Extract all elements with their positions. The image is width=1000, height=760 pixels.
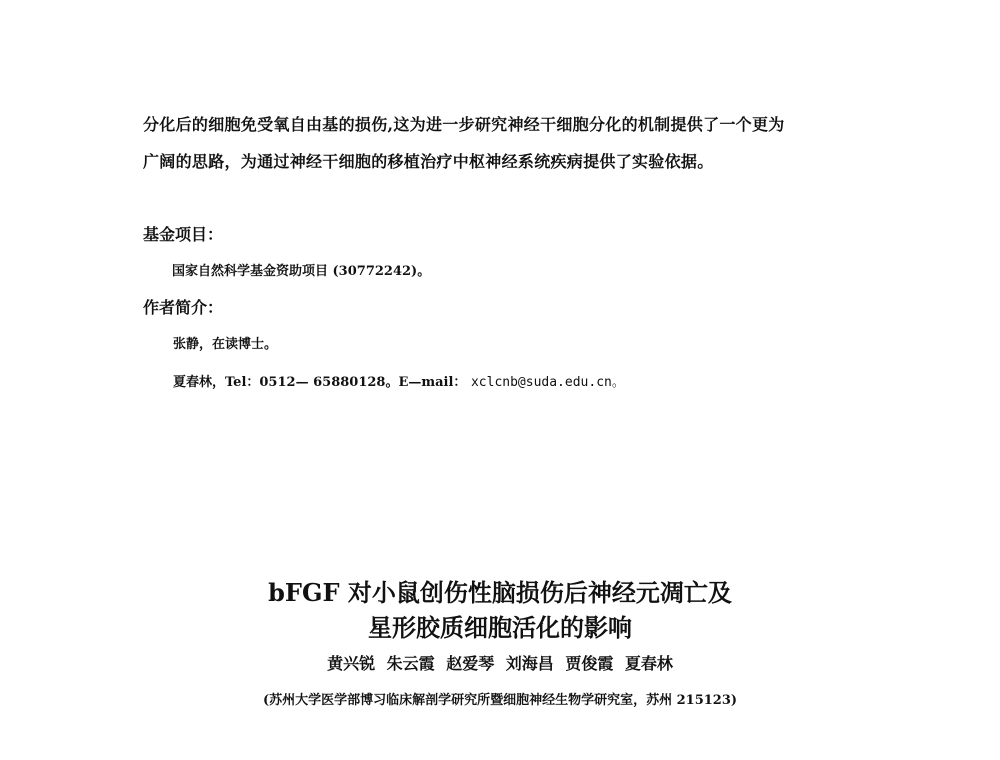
funding-heading: 基金项目：: [143, 225, 224, 244]
author-intro-line-2: [173, 371, 625, 390]
author-intro-line-1: 张静，在读博士。: [173, 337, 278, 352]
body-text-line-2: 广阔的思路，为通过神经干细胞的移植治疗中枢神经系统疾病提供了实验依据。: [143, 152, 714, 171]
article-title-line-2: 星形胶质细胞活化的影响: [368, 613, 632, 642]
author-intro-heading: 作者简介：: [143, 298, 224, 317]
body-text-line-1: 分化后的细胞免受氧自由基的损伤,这为进一步研究神经干细胞分化的机制提供了一个更为: [143, 115, 785, 134]
article-affiliation: (苏州大学医学部博习临床解剖学研究所暨细胞神经生物学研究室，苏州 215123): [262, 693, 738, 708]
funding-text: 国家自然科学基金资助项目 (30772242)。: [172, 264, 431, 279]
article-authors: 黄兴锐 朱云霞 赵爱琴 刘海昌 贾俊霞 夏春林: [327, 654, 673, 673]
author-email: xclcnb@suda.edu.cn。: [470, 375, 625, 390]
article-title-line-1: bFGF 对小鼠创伤性脑损伤后神经元凋亡及: [268, 578, 732, 607]
author-contact-text: 夏春林，Tel：0512— 65880128。E—mail：: [173, 375, 467, 390]
